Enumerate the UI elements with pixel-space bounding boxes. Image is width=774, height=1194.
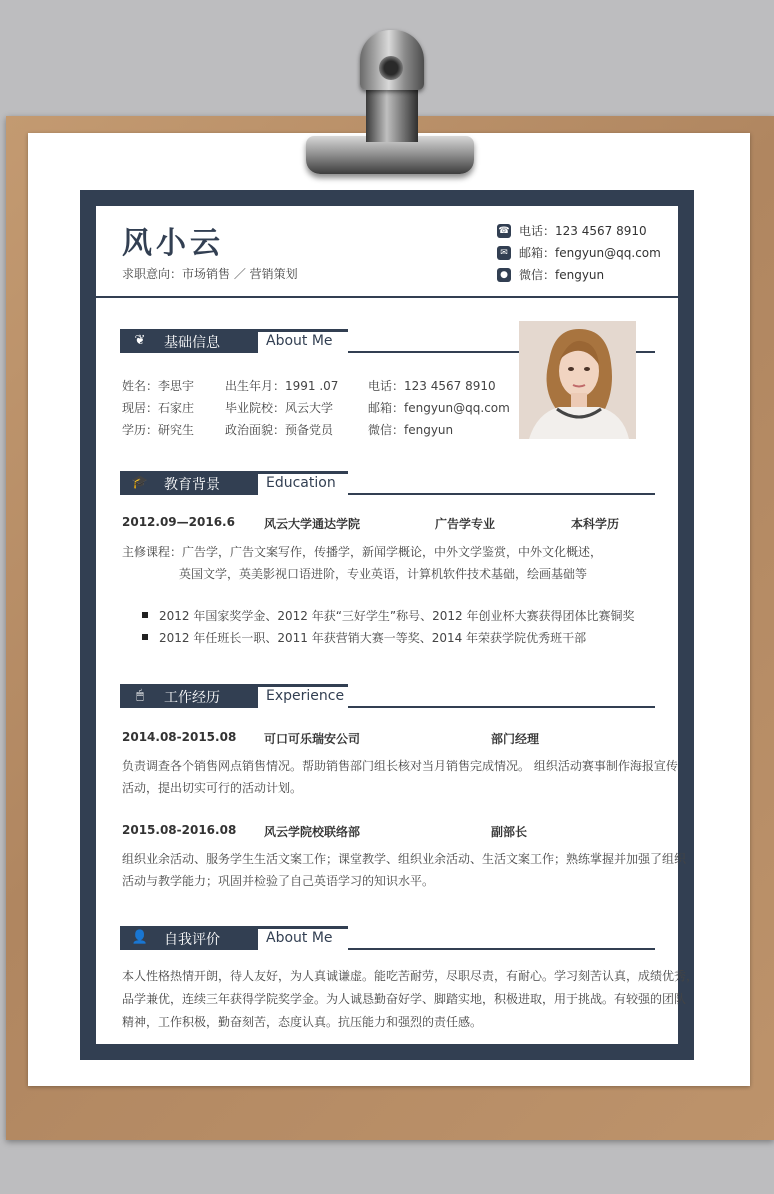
basic-residence: 现居：石家庄: [122, 401, 195, 415]
binder-clip-hole: [379, 56, 403, 80]
binder-clip-neck: [366, 84, 418, 142]
award-bullet: [142, 634, 148, 640]
section-header-education: [120, 471, 655, 495]
award-bullet: [142, 612, 148, 618]
section-header-work: [120, 684, 655, 708]
job-1-company: 可口可乐瑞安公司: [264, 732, 361, 746]
graduation-cap-icon: 🎓: [131, 475, 149, 490]
section-title-cn: 教育背景: [164, 477, 220, 493]
job-intent: 求职意向：市场销售 ／ 营销策划: [122, 267, 298, 281]
section-title-cn: 基础信息: [164, 335, 220, 351]
contact-email: [497, 244, 661, 261]
leaf-icon: ❦: [134, 333, 146, 348]
basic-school: 毕业院校：风云大学: [225, 401, 334, 415]
basic-birth: 出生年月：1991 .07: [225, 379, 339, 393]
job-2-period: 2015.08-2016.08: [122, 823, 237, 837]
basic-education: 学历：研究生: [122, 423, 195, 437]
phone-icon: ☎: [498, 225, 510, 236]
edu-period: 2012.09—2016.6: [122, 515, 235, 529]
job-1-desc-line2: 活动，提出切实可行的活动计划。: [122, 781, 303, 795]
contact-phone-text: 电话：123 4567 8910: [519, 224, 647, 238]
self-eval-line1: 本人性格热情开朗，待人友好，为人真诚谦虚。能吃苦耐劳，尽职尽责，有耐心。学习刻苦认真，成绩优秀，: [122, 969, 699, 983]
section-title-en: About Me: [266, 333, 333, 349]
award-line-1: 2012 年国家奖学金、2012 年获“三好学生”称号、2012 年创业杯大赛获得团体比赛铜奖: [159, 609, 635, 623]
job-1-role: 部门经理: [491, 732, 540, 746]
contact-wechat: [497, 266, 604, 283]
basic-wechat: 微信：fengyun: [368, 423, 454, 437]
section-title-cn: 自我评价: [164, 932, 220, 948]
self-eval-line2: 品学兼优，连续三年获得学院奖学金。为人诚恳勤奋好学、脚踏实地，积极进取，用于挑战。有较强的团队: [122, 992, 687, 1006]
profile-photo: [519, 321, 636, 439]
basic-name: 姓名：李思宇: [122, 379, 195, 393]
contact-wechat-text: 微信：fengyun: [519, 268, 605, 282]
edu-courses-line2: 英国文学，英美影视口语进阶，专业英语，计算机软件技术基础，绘画基础等: [179, 567, 588, 581]
contact-email-text: 邮箱：fengyun@qq.com: [519, 246, 661, 260]
person-icon: 👤: [131, 930, 149, 945]
section-title-en: Education: [266, 475, 336, 491]
section-title-en: Experience: [266, 688, 345, 704]
contact-phone: [497, 222, 647, 239]
edu-school: 风云大学通达学院: [264, 517, 361, 531]
section-title-cn: 工作经历: [164, 690, 220, 706]
self-eval-line3: 精神，工作积极，勤奋刻苦，态度认真。抗压能力和强烈的责任感。: [122, 1015, 483, 1029]
candidate-name: 风小云: [122, 226, 224, 261]
job-2-desc-line2: 活动与教学能力；巩固并检验了自己英语学习的知识水平。: [122, 874, 435, 888]
wechat-icon: ●: [497, 268, 511, 282]
basic-phone: 电话：123 4567 8910: [368, 379, 496, 393]
section-title-en: About Me: [266, 930, 333, 946]
basic-email: 邮箱：fengyun@qq.com: [368, 401, 510, 415]
job-2-company: 风云学院校联络部: [264, 825, 361, 839]
edu-degree: 本科学历: [571, 517, 620, 531]
job-2-desc-line1: 组织业余活动、服务学生生活文案工作；课堂教学、组织业余活动、生活文案工作；熟练掌握并加强了组织: [122, 852, 687, 866]
edu-major: 广告学专业: [435, 517, 496, 531]
job-1-period: 2014.08-2015.08: [122, 730, 237, 744]
mail-icon: ✉: [497, 246, 511, 260]
job-2-role: 副部长: [491, 825, 528, 839]
edu-courses-line1: 主修课程：广告学，广告文案写作，传播学，新闻学概论，中外文学鉴赏，中外文化概述，: [122, 545, 603, 559]
job-1-desc-line1: 负责调查各个销售网点销售情况。帮助销售部门组长核对当月销售完成情况。 组织活动赛事制作海报宣传: [122, 759, 678, 773]
header-divider: [96, 296, 678, 298]
award-line-2: 2012 年任班长一职、2011 年获营销大赛一等奖、2014 年荣获学院优秀班干部: [159, 631, 587, 645]
mouse-icon: 🖱: [136, 688, 144, 703]
basic-political: 政治面貌：预备党员: [225, 423, 334, 437]
section-header-self: [120, 926, 655, 950]
